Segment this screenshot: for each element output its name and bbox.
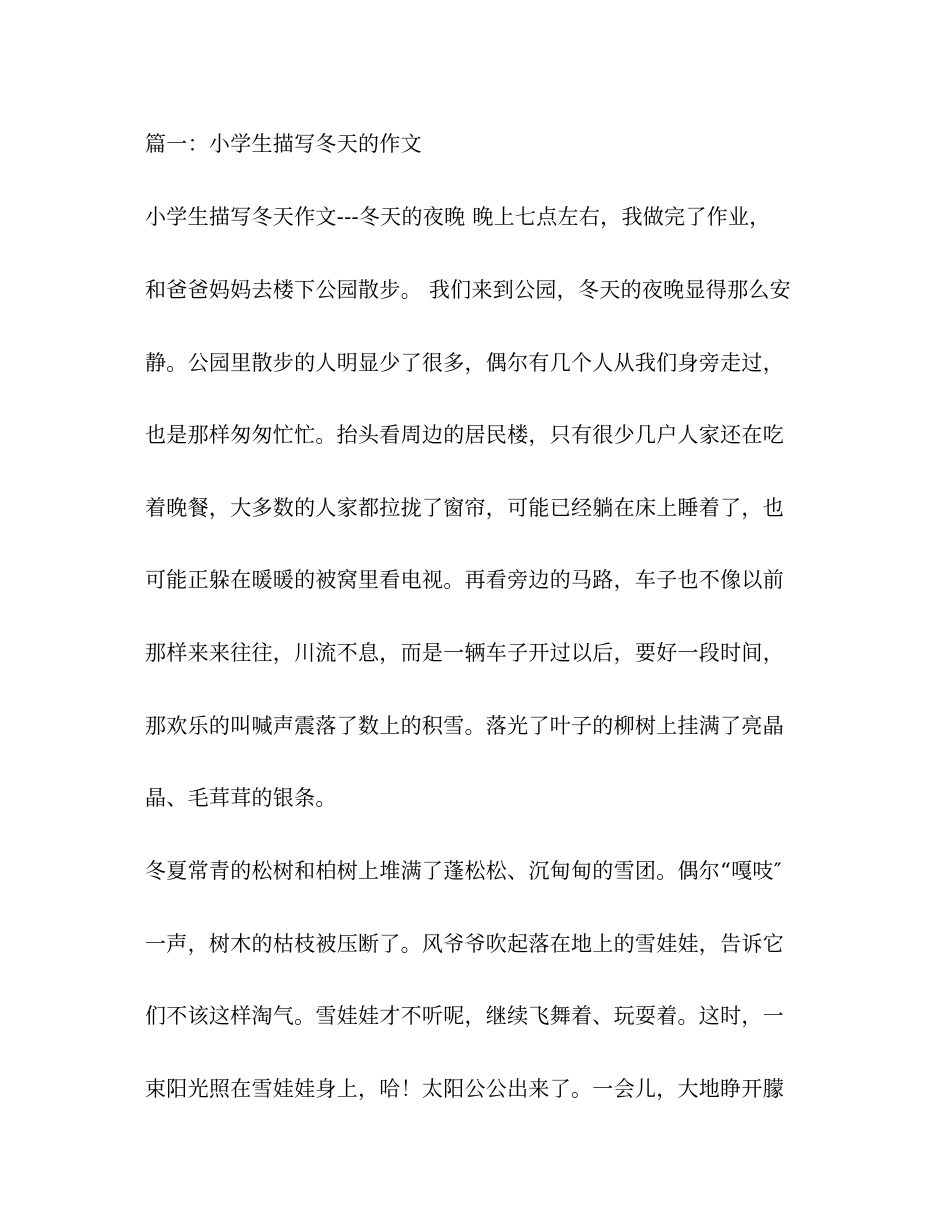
paragraph1-line-4: 也是那样匆匆忙忙。抬头看周边的居民楼，只有很少几户人家还在吃 <box>145 423 784 447</box>
paragraph1-line-3: 静。公园里散步的人明显少了很多，偶尔有几个人从我们身旁走过， <box>145 351 784 375</box>
paragraph1-line-6: 可能正躲在暖暖的被窝里看电视。再看旁边的马路，车子也不像以前 <box>145 568 784 592</box>
document-title: 篇一：小学生描写冬天的作文 <box>145 132 422 156</box>
paragraph2-line-3: 们不该这样淘气。雪娃娃才不听呢，继续飞舞着、玩耍着。这时，一 <box>145 1004 784 1028</box>
paragraph1-line-5: 着晚餐，大多数的人家都拉拢了窗帘，可能已经躺在床上睡着了，也 <box>145 496 784 520</box>
paragraph2-line-1: 冬夏常青的松树和柏树上堆满了蓬松松、沉甸甸的雪团。偶尔“嘎吱″ <box>145 859 782 883</box>
paragraph1-line-1: 小学生描写冬天作文---冬天的夜晚 晚上七点左右，我做完了作业， <box>145 205 771 229</box>
paragraph1-line-2: 和爸爸妈妈去楼下公园散步。 我们来到公园，冬天的夜晚显得那么安 <box>145 278 791 302</box>
paragraph2-line-2: 一声，树木的枯枝被压断了。风爷爷吹起落在地上的雪娃娃，告诉它 <box>145 932 784 956</box>
paragraph1-line-9: 晶、毛茸茸的银条。 <box>145 786 337 810</box>
paragraph1-line-7: 那样来来往往，川流不息，而是一辆车子开过以后，要好一段时间， <box>145 641 784 665</box>
paragraph2-line-4: 束阳光照在雪娃娃身上，哈！太阳公公出来了。一会儿，大地睁开朦 <box>145 1077 784 1101</box>
paragraph1-line-8: 那欢乐的叫喊声震落了数上的积雪。落光了叶子的柳树上挂满了亮晶 <box>145 714 784 738</box>
